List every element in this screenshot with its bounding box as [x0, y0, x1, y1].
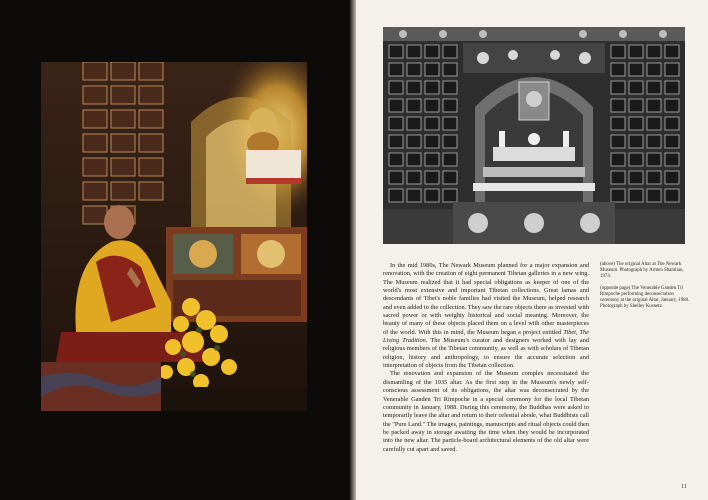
photo-captions — [600, 262, 692, 315]
body-paragraph-1 — [383, 262, 589, 370]
left-page — [0, 0, 352, 500]
right-page — [356, 0, 708, 500]
caption-opposite: (opposite page) The Venerable Ganden Tri Rimpoche performing deconsecration ceremony at the original Altar, January, 1988. Photograph by Shelley Kusnetz. — [600, 285, 690, 310]
altar-photo-illustration — [383, 27, 685, 244]
body-paragraph-2: The renovation and expansion of the Museum complex necessitated the dismantling of the 1935 altar. As the first step in the Museum's newly self-conscious assessment of its obligations, the altar was deconsecrated by the Venerable Ganden Tri Rimpoche in a special ceremony for the local Tibetan community in January, 1988. During this ceremony, the Buddhas were asked to temporarily leave the altar and return to their celestial abode, what Buddhists call the "Pure Land." The images, paintings, manuscripts and ritual objects could then be packed away in storage awaiting the time when they would be incorporated into the new altar. The particle-board architectural elements of the old altar were carefully cut apart and saved. — [383, 370, 589, 453]
article-body — [383, 262, 589, 454]
body-paragraph-1-part-b: . The Museum's curator and designers worked with lay and religious members of the Tibetan community, as well as with scholars of Tibetan religion, history and anthropology, to ensure the accurate selection and interpretation of objects from the Tibetan collection. — [383, 337, 589, 370]
original-altar-photo — [383, 27, 685, 244]
body-paragraph-1-part-a: In the mid 1980s, The Newark Museum planned for a major expansion and renovation, with the creation of eight permanent Tibetan galleries in a new wing. The Museum realized that it had special obligations as keeper of one of the world's most extensive and important Tibetan collections. Great lamas and descendants of Tibet's noble families had visited the Museum, helped research and even added to the collection. They saw the rare objects there as invested with sacred power or with weighty historical and social meaning. Moreover, the beauty of many of these objects placed them on a level with other masterpieces of the world. With this in mind, the Museum began a project entitled — [383, 262, 589, 336]
monk-at-altar-photo — [41, 62, 307, 411]
project-title: Tibet, The Living Tradition — [383, 328, 589, 345]
monk-photo-illustration — [41, 62, 307, 411]
page-number: 11 — [681, 484, 687, 490]
caption-above: (above) The original Altar at The Newark Museum. Photograph by Armen Shamlian, 1974. — [600, 262, 684, 280]
